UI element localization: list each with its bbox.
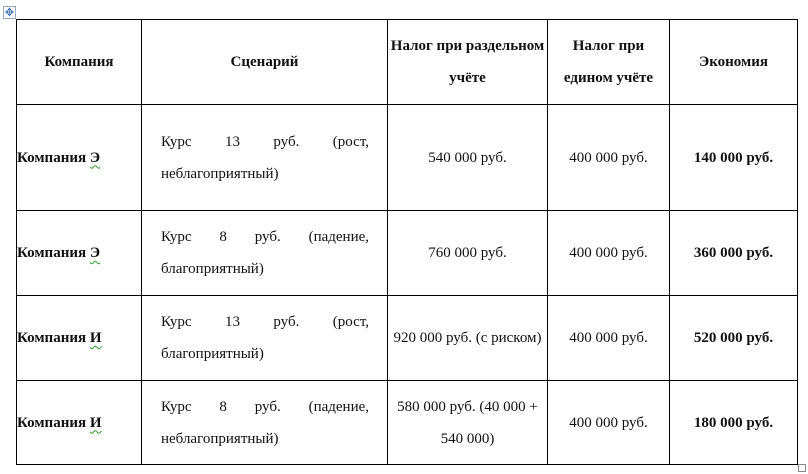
saving-cell: 520 000 руб. <box>670 296 798 381</box>
scenario-cell: Курс 8 руб. (падение, благоприятный) <box>142 211 388 296</box>
separate-tax-cell: 920 000 руб. (с риском) <box>388 296 548 381</box>
separate-tax-cell: 580 000 руб. (40 000 + 540 000) <box>388 381 548 465</box>
table-row <box>17 211 798 296</box>
table-resize-handle[interactable] <box>798 464 806 472</box>
table-move-handle-icon[interactable]: ✥ <box>4 6 15 19</box>
company-cell <box>17 105 142 211</box>
saving-cell: 360 000 руб. <box>670 211 798 296</box>
header-unified-tax: Налог при едином учёте <box>548 20 670 105</box>
company-letter: Э <box>89 149 101 166</box>
company-cell <box>17 211 142 296</box>
scenario-cell: Курс 13 руб. (рост, неблагоприятный) <box>142 105 388 211</box>
unified-tax-cell: 400 000 руб. <box>548 211 670 296</box>
company-name: Компания <box>17 149 87 166</box>
company-cell <box>17 381 142 465</box>
table-row <box>17 296 798 381</box>
company-letter: И <box>89 414 102 431</box>
scenario-cell: Курс 8 руб. (падение, неблагоприятный) <box>142 381 388 465</box>
saving-cell: 140 000 руб. <box>670 105 798 211</box>
saving-cell: 180 000 руб. <box>670 381 798 465</box>
separate-tax-cell: 760 000 руб. <box>388 211 548 296</box>
company-name: Компания <box>17 245 87 261</box>
header-saving: Экономия <box>670 20 798 105</box>
scenario-cell: Курс 13 руб. (рост, благоприятный) <box>142 296 388 381</box>
company-letter: И <box>89 330 102 346</box>
table-row <box>17 105 798 211</box>
company-name: Компания <box>17 414 87 431</box>
table-row <box>17 381 798 465</box>
company-cell <box>17 296 142 381</box>
tax-comparison-table <box>16 19 798 465</box>
unified-tax-cell: 400 000 руб. <box>548 105 670 211</box>
header-scenario: Сценарий <box>142 20 388 105</box>
unified-tax-cell: 400 000 руб. <box>548 296 670 381</box>
header-row <box>17 20 798 105</box>
company-name: Компания <box>17 330 87 346</box>
separate-tax-cell: 540 000 руб. <box>388 105 548 211</box>
header-company: Компания <box>17 20 142 105</box>
company-letter: Э <box>89 245 101 261</box>
unified-tax-cell: 400 000 руб. <box>548 381 670 465</box>
header-separate-tax: Налог при раздельном учёте <box>388 20 548 105</box>
